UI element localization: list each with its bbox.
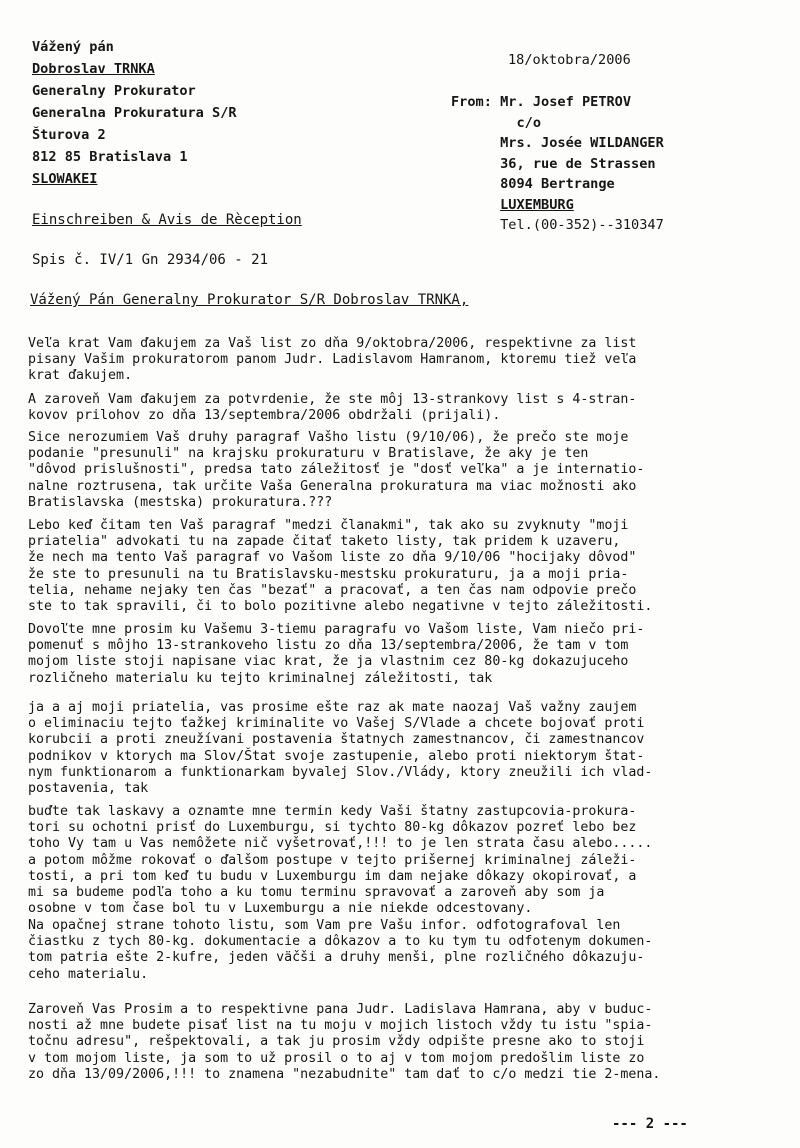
paragraph-line: pomenuť s môjho 13-strankoveho listu zo dňa 13/septembra/2006, že tam v tom [28,638,629,654]
recipient-line: Generalna Prokuratura S/R [32,105,237,121]
recipient-line: Dobroslav TRNKA [32,61,155,77]
letter-date: 18/oktobra/2006 [508,52,631,68]
paragraph-8 [28,918,652,983]
paragraph-line: Zaroveň Vas Prosim a to respektivne pana Judr. Ladislava Hamrana, aby v buduc- [28,1002,653,1017]
paragraph-line: ste to tak spravili, či to bolo pozitivne alebo negativne v tejto záležitosti. [28,599,653,615]
paragraph-line: zo dňa 13/09/2006,!!! to znamena "nezabudnite" tam dať to c/o medzi tie 2-mena. [28,1066,661,1082]
recipient-line: 812 85 Bratislava 1 [32,149,188,165]
paragraph-line: tosti, a pri tom keď tu budu v Luxemburgu im dam nejake dôkazy okopirovať, a [28,868,637,884]
paragraph-line: čiastku z tych 80-kg. dokumentacie a dôkazov a to ku tym tu odfotenym dokumen- [28,934,653,950]
paragraph-line: A zaroveň Vam ďakujem za potvrdenie, že ste môj 13-strankovy list s 4-stran- [28,392,637,407]
sender-tel: Tel.(00-352)--310347 [500,217,664,233]
paragraph-line: toho Vy tam u Vas nemôžete nič vyšetrovať,!!! to je len strata času alebo..... [28,836,653,852]
sender-care-of: c/o [516,114,542,131]
paragraph-line: kovov prilohov zo dňa 13/septembra/2006 obdržali (prijali). [28,408,501,424]
paragraph-line: ja a aj moji priatelia, vas prosime ešte raz ak mate naozaj Vaš važny zaujem [28,700,637,715]
file-reference: Spis č. IV/1 Gn 2934/06 - 21 [32,252,269,268]
paragraph-line: priatelia" advokati tu na zapade čitať taketo listy, tak pridem k uzaveru, [28,534,621,550]
paragraph-line: Na opačnej strane tohoto listu, som Vam pre Vašu infor. odfotografoval len [28,918,621,933]
recipient-line: Vážený pán [32,39,114,55]
paragraph-line: pisany Vašim prokuratorom panom Judr. Ladislavom Hamranom, ktoremu tiež veľa [28,352,637,368]
paragraph-1 [28,336,636,385]
paragraph-line: buďte tak laskavy a oznamte mne termin kedy Vaši štatny zastupcovia-prokura- [28,804,637,819]
paragraph-5 [28,622,644,687]
paragraph-line: "dôvod prislušnosti", predsa tato záležitosť je "dosť veľka" a je internatio- [28,462,645,478]
paragraph-line: Dovoľte mne prosim ku Vašemu 3-tiemu paragrafu vo Vašom liste, Vam niečo pri- [28,622,645,637]
paragraph-line: mi sa budeme podľa toho a ku tomu terminu spravovať a zaroveň aby som ja [28,885,605,901]
paragraph-4 [28,518,652,615]
recipient-line: SLOWAKEI [32,171,98,187]
sender-country: LUXEMBURG [500,196,574,213]
recipient-address [32,36,237,190]
paragraph-line: Sice nerozumiem Vaš druhy paragraf Vašho listu (9/10/06), že prečo ste moje [28,430,629,445]
from-label: From: [451,94,492,110]
paragraph-line: podnikov v ktorych ma Slov/Štat svoje zastupenie, alebo proti niektorym štat- [28,748,645,764]
paragraph-3 [28,430,644,511]
sender-street: 36, rue de Strassen [500,155,656,172]
paragraph-9 [28,1002,660,1083]
registered-mail-note: Einschreiben & Avis de Rèception [32,212,302,228]
page-number: --- 2 --- [612,1116,688,1132]
paragraph-line: korubcii a proti zneužívani postavenia štatnych zamestnancov, či zamestnancov [28,732,645,748]
paragraph-line: nym funktionarom a funktionarkam byvalej Slov./Vlády, ktory zneužili ich vlad- [28,764,653,780]
paragraph-line: točnu adresu", rešpektovali, a tak ju prosim vždy odpište presne ako to stoji [28,1034,645,1050]
sender-address [451,92,664,236]
paragraph-line: ceho materialu. [28,966,149,982]
paragraph-line: nosti až mne budete pisať list na tu moju v mojich listoch vždy tu istu "spia- [28,1018,653,1034]
paragraph-line: mojom liste stoji napisane viac krat, že ja vlastnim cez 80-kg dokazujuceho [28,654,629,670]
paragraph-line: v tom mojom liste, ja som to už prosil o to aj v tom mojom predošlim liste zo [28,1050,645,1066]
paragraph-line: osobne v tom čase bol tu v Luxemburgu a nie niekde odcestovany. [28,901,533,917]
paragraph-line: Bratislavska (mestska) prokuratura.??? [28,494,333,510]
sender-city: 8094 Bertrange [500,176,615,192]
paragraph-line: že ste to presunuli na tu Bratislavsku-mestsku prokuraturu, ja a moji pria- [28,566,629,582]
paragraph-line: tom patria ešte 2-kufre, jeden väčši a druhy menši, plne rozličného dôkazuju- [28,950,645,966]
paragraph-line: Lebo keď čitam ten Vaš paragraf "medzi članakmi", tak ako su zvyknuty "moji [28,518,629,533]
paragraph-line: a potom môžme rokovať o ďalšom postupe v tejto prišernej kriminalnej záleži- [28,852,637,868]
paragraph-line: telia, nehame nejaky ten čas "bezať" a pracovať, a ten čas nam odpovie prečo [28,582,637,598]
paragraph-6 [28,700,652,797]
paragraph-line: že nech ma tento Vaš paragraf vo Vašom liste zo dňa 9/10/06 "hocijaky dôvod" [28,550,637,566]
paragraph-line: podanie "presunuli" na krajsku prokuraturu v Bratislave, že aky je ten [28,446,589,462]
paragraph-7 [28,804,652,917]
paragraph-line: nalne roztrusena, tak určite Vaša Generalna prokuratura ma viac možnosti ako [28,478,637,494]
paragraph-2 [28,392,636,424]
paragraph-line: o eliminaciu tejto ťažkej kriminalite vo Vašej S/Vlade a chcete bojovať proti [28,716,645,732]
sender-host: Mrs. Josée WILDANGER [500,135,664,151]
salutation: Vážený Pán Generalny Prokurator S/R Dobroslav TRNKA, [30,292,469,308]
recipient-line: Generalny Prokurator [32,83,196,99]
sender-name: Mr. Josef PETROV [500,94,632,110]
paragraph-line: postavenia, tak [28,781,149,797]
paragraph-line: krat ďakujem. [28,368,133,384]
recipient-line: Šturova 2 [32,127,106,143]
paragraph-line: rozličneho materialu ku tejto kriminalnej záležitosti, tak [28,670,493,686]
paragraph-line: Veľa krat Vam ďakujem za Vaš list zo dňa 9/oktobra/2006, respektivne za list [28,336,637,351]
paragraph-line: tori su ochotni prisť do Luxemburgu, si tychto 80-kg dôkazov pozreť lebo bez [28,820,637,836]
